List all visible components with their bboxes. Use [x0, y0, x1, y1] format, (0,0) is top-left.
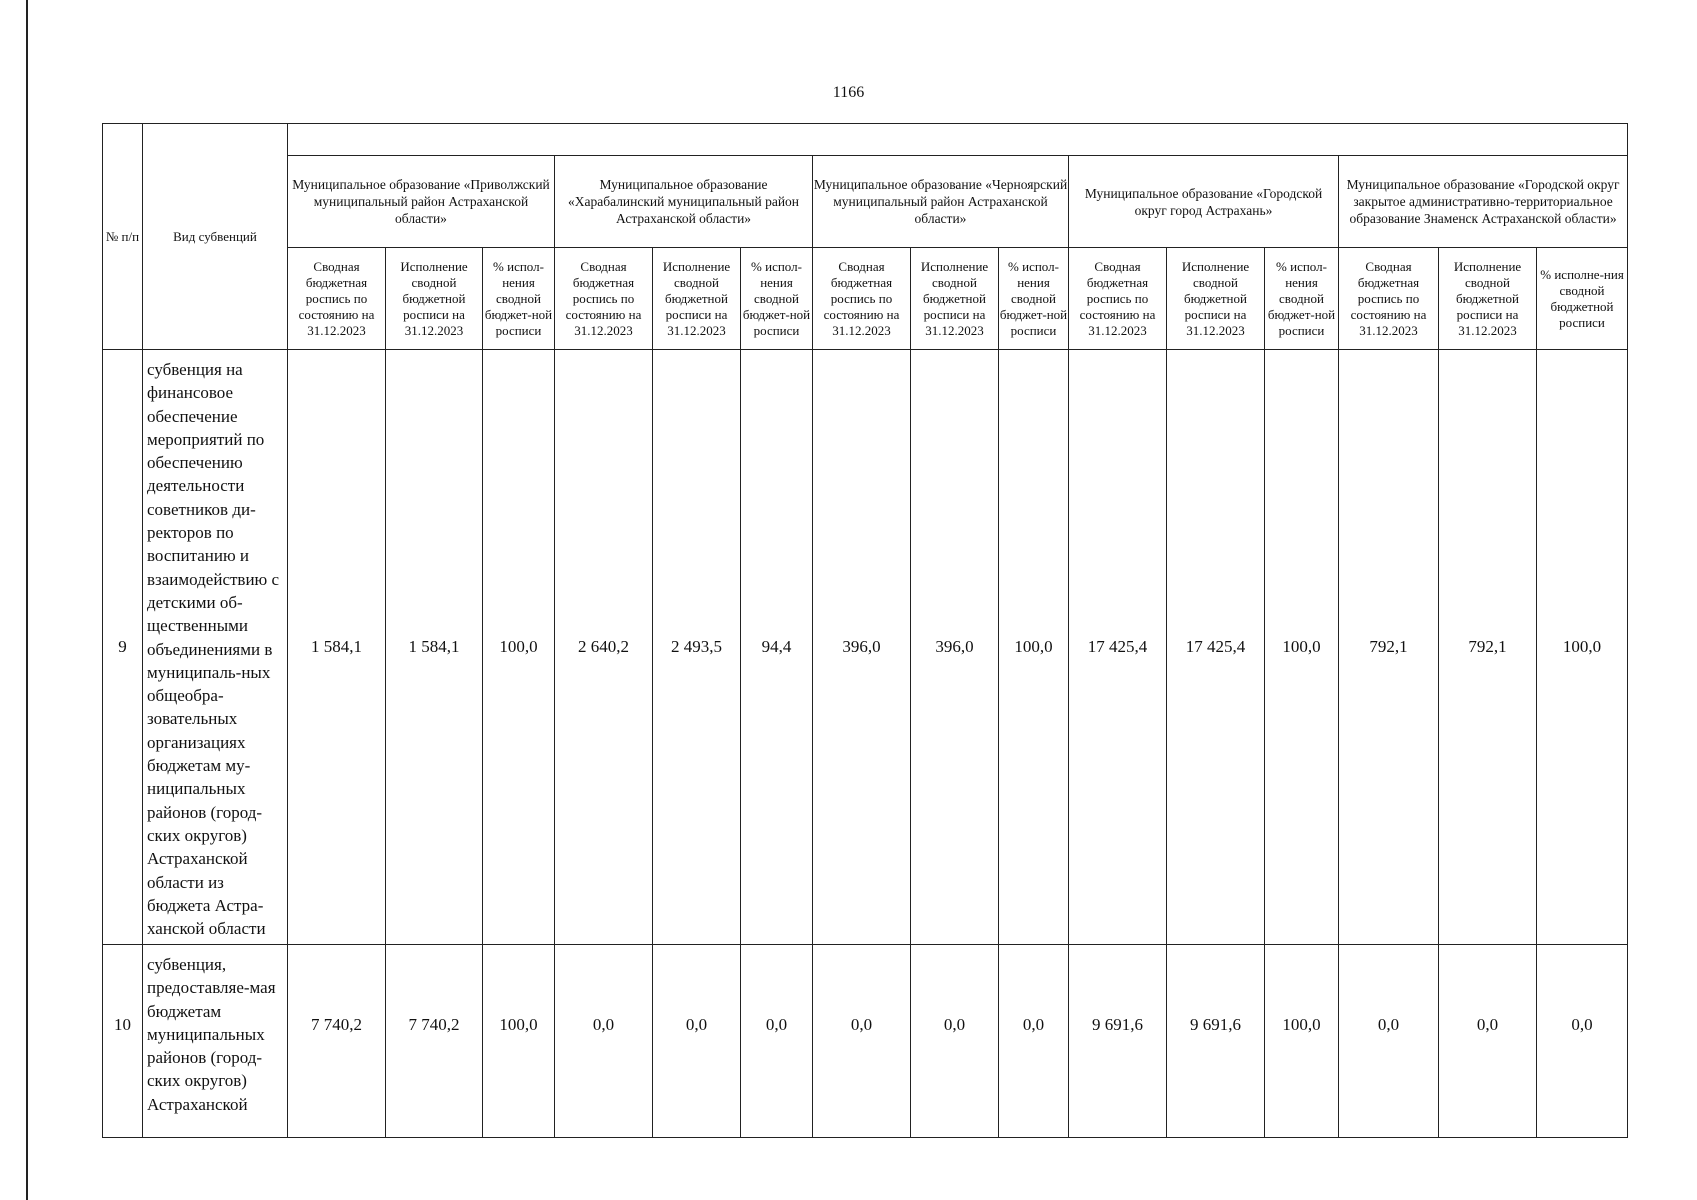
column-header-plan: Сводная бюджетная роспись по состоянию на 31.12.2023: [1339, 248, 1439, 350]
column-header-plan: Сводная бюджетная роспись по состоянию на 31.12.2023: [1069, 248, 1167, 350]
value-cell: 17 425,4: [1069, 350, 1167, 945]
value-cell: 2 640,2: [555, 350, 653, 945]
subventions-table: [102, 123, 1628, 1138]
value-cell: 9 691,6: [1069, 945, 1167, 1138]
column-header-execution: Исполнение сводной бюджетной росписи на 31.12.2023: [386, 248, 483, 350]
column-header-execution: Исполнение сводной бюджетной росписи на 31.12.2023: [911, 248, 999, 350]
column-header-percent: % испол-нения сводной бюджет-ной росписи: [1265, 248, 1339, 350]
municipality-header: Муниципальное образование «Черноярский муниципальный район Астраханской области»: [813, 156, 1069, 248]
value-cell: 1 584,1: [386, 350, 483, 945]
column-header-kind: Вид субвенций: [143, 124, 288, 350]
column-header-execution: Исполнение сводной бюджетной росписи на 31.12.2023: [653, 248, 741, 350]
municipality-header: Муниципальное образование «Городской округ закрытое административно-территориальное образование Знаменск Астраханской области»: [1339, 156, 1628, 248]
subvention-kind: субвенция на финансовое обеспечение мероприятий по обеспечению деятельности советников ди-ректоров по воспитанию и взаимодействию с детскими об-щественными объединениями в муниципаль-ных общеобра-зовательных организациях бюджетам му-ниципальных районов (город-ских округов) Астраханской области из бюджета Астра-ханской области: [143, 350, 288, 945]
column-header-percent: % испол-нения сводной бюджет-ной росписи: [483, 248, 555, 350]
value-cell: 100,0: [1537, 350, 1628, 945]
column-header-plan: Сводная бюджетная роспись по состоянию на 31.12.2023: [288, 248, 386, 350]
value-cell: 0,0: [653, 945, 741, 1138]
value-cell: 1 584,1: [288, 350, 386, 945]
column-header-percent: % испол-нения сводной бюджет-ной росписи: [741, 248, 813, 350]
value-cell: 792,1: [1339, 350, 1439, 945]
value-cell: 0,0: [1537, 945, 1628, 1138]
column-header-plan: Сводная бюджетная роспись по состоянию на 31.12.2023: [555, 248, 653, 350]
column-header-execution: Исполнение сводной бюджетной росписи на 31.12.2023: [1167, 248, 1265, 350]
value-cell: 396,0: [813, 350, 911, 945]
value-cell: 100,0: [483, 350, 555, 945]
value-cell: 0,0: [999, 945, 1069, 1138]
value-cell: 100,0: [1265, 945, 1339, 1138]
row-number: 9: [103, 350, 143, 945]
value-cell: 17 425,4: [1167, 350, 1265, 945]
value-cell: 94,4: [741, 350, 813, 945]
binding-line: [26, 0, 28, 1200]
column-header-percent: % исполне-ния сводной бюджетной росписи: [1537, 248, 1628, 350]
value-cell: 0,0: [741, 945, 813, 1138]
subvention-kind: субвенция, предоставляе-мая бюджетам муниципальных районов (город-ских округов) Астраханской: [143, 945, 288, 1138]
header-group-spacer: [288, 124, 1628, 156]
value-cell: 9 691,6: [1167, 945, 1265, 1138]
value-cell: 0,0: [1339, 945, 1439, 1138]
value-cell: 7 740,2: [288, 945, 386, 1138]
column-header-execution: Исполнение сводной бюджетной росписи на 31.12.2023: [1439, 248, 1537, 350]
column-header-plan: Сводная бюджетная роспись по состоянию на 31.12.2023: [813, 248, 911, 350]
value-cell: 100,0: [999, 350, 1069, 945]
municipality-header: Муниципальное образование «Приволжский муниципальный район Астраханской области»: [288, 156, 555, 248]
table-row: [103, 350, 1628, 945]
column-header-percent: % испол-нения сводной бюджет-ной росписи: [999, 248, 1069, 350]
value-cell: 0,0: [555, 945, 653, 1138]
value-cell: 0,0: [813, 945, 911, 1138]
column-header-number: № п/п: [103, 124, 143, 350]
row-number: 10: [103, 945, 143, 1138]
value-cell: 0,0: [911, 945, 999, 1138]
value-cell: 2 493,5: [653, 350, 741, 945]
municipality-header-row: [103, 156, 1628, 248]
value-cell: 792,1: [1439, 350, 1537, 945]
value-cell: 396,0: [911, 350, 999, 945]
municipality-header: Муниципальное образование «Харабалинский муниципальный район Астраханской области»: [555, 156, 813, 248]
header-top-row: [103, 124, 1628, 156]
municipality-header: Муниципальное образование «Городской округ город Астрахань»: [1069, 156, 1339, 248]
table-row: [103, 945, 1628, 1138]
value-cell: 100,0: [483, 945, 555, 1138]
column-header-row: [103, 248, 1628, 350]
value-cell: 7 740,2: [386, 945, 483, 1138]
page-number: 1166: [832, 84, 865, 101]
value-cell: 0,0: [1439, 945, 1537, 1138]
value-cell: 100,0: [1265, 350, 1339, 945]
